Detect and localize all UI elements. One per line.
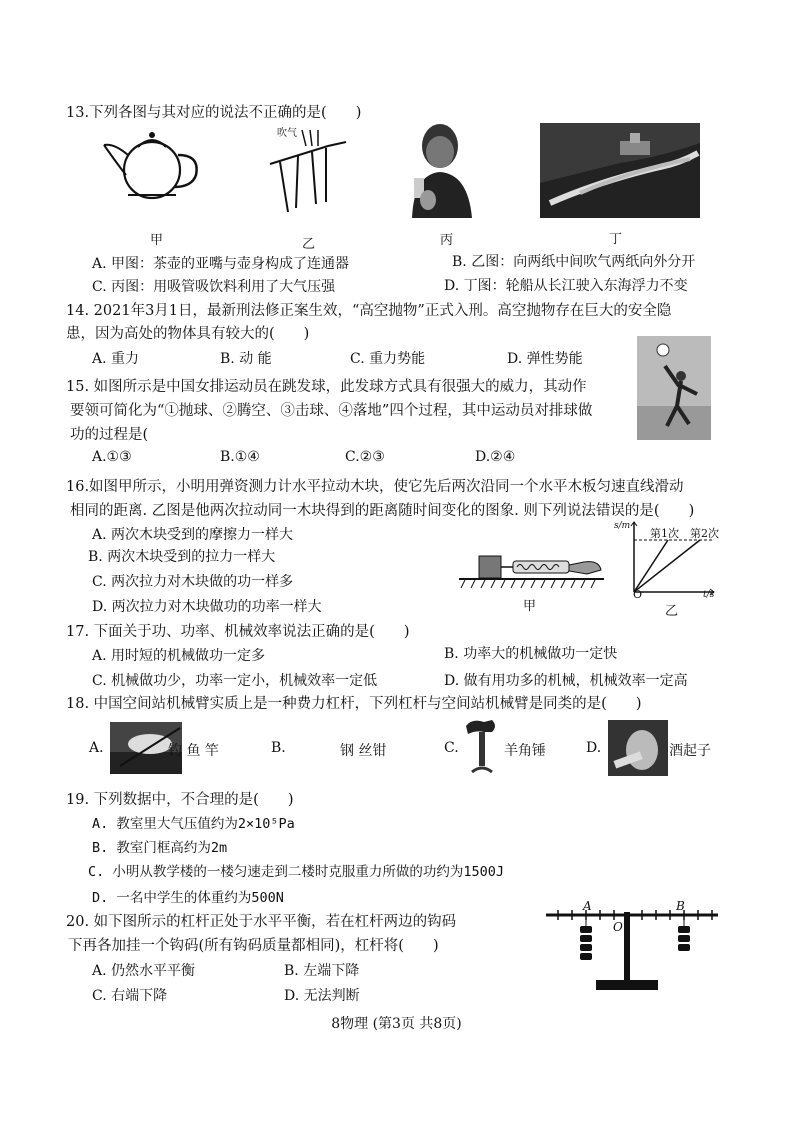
lever-label-o: O <box>613 920 623 934</box>
q18-option-c-letter[interactable]: C. <box>444 740 459 756</box>
volleyball-player-photo <box>637 336 711 440</box>
q19-stem: 19. 下列数据中，不合理的是( ) <box>66 792 294 808</box>
bottle-opener-photo <box>608 720 668 776</box>
q20-option-a[interactable]: A. 仍然水平平衡 <box>92 963 196 979</box>
q18-option-b-letter[interactable]: B. <box>271 740 286 756</box>
q16-caption-jia: 甲 <box>523 599 537 614</box>
q14-line-2: 患，因为高处的物体具有较大的( ) <box>66 326 310 342</box>
q18-option-c-text: 羊角锤 <box>504 743 546 759</box>
q15-line-1: 15. 如图所示是中国女排运动员在跳发球，此发球方式具有很强大的威力，其动作 <box>66 379 587 395</box>
q15-option-a[interactable]: A.①③ <box>92 449 132 465</box>
q14-option-d[interactable]: D. 弹性势能 <box>507 351 583 367</box>
q13-caption-yi: 乙 <box>302 237 316 252</box>
claw-hammer-icon <box>462 716 502 776</box>
q15-option-d[interactable]: D.②④ <box>475 449 516 465</box>
lever-balance-figure <box>546 898 718 994</box>
graph-series-1-label: 第1次 <box>650 527 679 540</box>
q18-option-a-text: 钓 鱼 竿 <box>168 743 219 759</box>
q17-option-a[interactable]: A. 用时短的机械做功一定多 <box>92 648 266 664</box>
q18-option-b-text: 钢 丝钳 <box>340 743 387 759</box>
q19-option-c[interactable]: C. 小明从教学楼的一楼匀速走到二楼时克服重力所做的功约为1500J <box>88 864 505 880</box>
q16-option-b[interactable]: B. 两次木块受到的拉力一样大 <box>88 549 276 565</box>
q13-caption-bing: 丙 <box>440 233 454 248</box>
q16-option-a[interactable]: A. 两次木块受到的摩擦力一样大 <box>92 527 294 543</box>
q16-caption-yi: 乙 <box>665 604 679 619</box>
q15-option-b[interactable]: B.①④ <box>220 449 260 465</box>
q18-option-d-letter[interactable]: D. <box>586 740 602 756</box>
q19-option-d[interactable]: D. 一名中学生的体重约为500N <box>92 890 284 906</box>
q18-stem: 18. 中国空间站机械臂实质上是一种费力杠杆，下列杠杆与空间站机械臂是同类的是( ) <box>66 696 642 712</box>
papers-figure <box>268 124 348 224</box>
ship-photo <box>540 123 700 218</box>
graph-y-label: s/m <box>614 521 631 531</box>
q17-stem: 17. 下面关于功、功率、机械效率说法正确的是( ) <box>66 624 410 640</box>
q13-option-b[interactable]: B. 乙图：向两纸中间吹气两纸向外分开 <box>452 254 696 270</box>
q13-option-a[interactable]: A. 甲图：茶壶的亚嘴与壶身构成了连通器 <box>92 256 350 272</box>
lever-label-a: A <box>583 899 592 913</box>
q16-option-d[interactable]: D. 两次拉力对木块做功的功率一样大 <box>92 599 322 615</box>
q14-option-b[interactable]: B. 动 能 <box>220 351 272 367</box>
q19-option-b[interactable]: B. 教室门框高约为2m <box>92 840 228 856</box>
q20-option-d[interactable]: D. 无法判断 <box>284 988 360 1004</box>
blow-label: 吹气 <box>277 128 297 139</box>
lever-label-b: B <box>676 899 685 913</box>
graph-x-label: t/s <box>703 590 715 600</box>
q20-line-1: 20. 如下图所示的杠杆正处于水平平衡，若在杠杆两边的钩码 <box>66 914 457 930</box>
graph-origin: O <box>633 588 643 601</box>
q20-option-c[interactable]: C. 右端下降 <box>92 988 168 1004</box>
q15-line-2: 要领可简化为“①抛球、②腾空、③击球、④落地”四个过程，其中运动员对排球做 <box>70 403 593 419</box>
q17-option-c[interactable]: C. 机械做功少，功率一定小，机械效率一定低 <box>92 673 378 689</box>
q16-line-2: 相同的距离. 乙图是他两次拉动同一木块得到的距离随时间变化的图象. 则下列说法错误的是( ) <box>70 503 695 519</box>
q15-option-c[interactable]: C.②③ <box>345 449 385 465</box>
q18-option-d-text: 酒起子 <box>669 743 711 759</box>
q18-option-a-letter[interactable]: A. <box>89 740 104 756</box>
q16-option-c[interactable]: C. 两次拉力对木块做的功一样多 <box>92 574 294 590</box>
q13-option-c[interactable]: C. 丙图：用吸管吸饮料利用了大气压强 <box>92 279 336 295</box>
q20-line-2: 下再各加挂一个钩码(所有钩码质量都相同)，杠杆将( ) <box>68 938 439 954</box>
q17-option-d[interactable]: D. 做有用功多的机械，机械效率一定高 <box>444 673 688 689</box>
page-footer: 8物理 (第3页 共8页) <box>331 1016 462 1032</box>
q14-option-c[interactable]: C. 重力势能 <box>350 351 426 367</box>
spring-scale-figure <box>459 552 604 592</box>
q14-option-a[interactable]: A. 重力 <box>92 351 140 367</box>
graph-series-2-label: 第2次 <box>690 527 719 540</box>
q14-line-1: 14. 2021年3月1日，最新刑法修正案生效，“高空抛物”正式入刑。高空抛物存在巨大的安全隐 <box>66 303 672 319</box>
q13-option-d[interactable]: D. 丁图：轮船从长江驶入东海浮力不变 <box>444 278 688 294</box>
q20-option-b[interactable]: B. 左端下降 <box>284 963 360 979</box>
boy-drinking-photo <box>398 120 488 218</box>
q15-line-3: 功的过程是( <box>70 427 149 443</box>
q13-stem: 13.下列各图与其对应的说法不正确的是( ) <box>66 105 362 121</box>
q16-line-1: 16.如图甲所示，小明用弹资测力计水平拉动木块，使它先后两次沿同一个水平木板匀速直线滑动 <box>66 479 684 495</box>
teapot-figure <box>100 125 210 210</box>
q17-option-b[interactable]: B. 功率大的机械做功一定快 <box>444 646 618 662</box>
q13-caption-jia: 甲 <box>150 233 164 248</box>
q19-option-a[interactable]: A. 教室里大气压值约为2×10⁵Pa <box>92 816 295 832</box>
q13-caption-ding: 丁 <box>609 232 623 247</box>
